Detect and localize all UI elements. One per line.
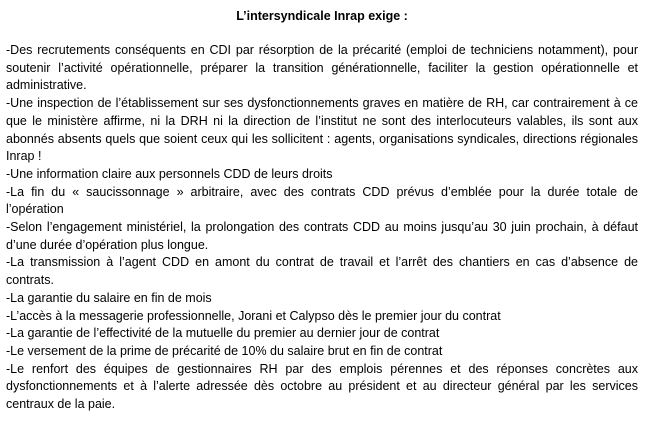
demands-list	[6, 42, 638, 414]
demand-item: -Une information claire aux personnels CDD de leurs droits	[6, 166, 333, 181]
demand-item: -Le versement de la prime de précarité de 10% du salaire brut en fin de contrat	[6, 343, 443, 358]
demand-item: -La garantie de l’effectivité de la mutuelle du premier au dernier jour de contrat	[6, 326, 440, 341]
document-page	[6, 8, 638, 414]
demand-item: -La transmission à l’agent CDD en amont du contrat de travail et l’arrêt des chantiers en cas d’absence de contrats.	[6, 255, 638, 288]
demand-item: -La fin du « saucissonnage » arbitraire, avec des contrats CDD prévus d’emblée pour la durée totale de l’opération	[6, 184, 638, 217]
document-title: L’intersyndicale Inrap exige :	[236, 9, 408, 23]
demand-item: -Des recrutements conséquents en CDI par résorption de la précarité (emploi de techniciens notamment), pour soutenir l’activité opérationnelle, préparer la transition générationnelle, faciliter la gestion opérationnelle et administrative.	[6, 43, 638, 93]
demand-item: -Une inspection de l’établissement sur ses dysfonctionnements graves en matière de RH, car contrairement à ce que le ministère affirme, ni la DRH ni la direction de l’institut ne sont des interlocuteurs valables, ils sont aux abonnés absents quels que soient ceux qui les sollicitent : agents, organisations syndicales, directions régionales Inrap !	[6, 96, 638, 164]
demand-item: -L’accès à la messagerie professionnelle, Jorani et Calypso dès le premier jour du contrat	[6, 308, 501, 323]
demand-item: -La garantie du salaire en fin de mois	[6, 290, 212, 305]
demand-item: -Le renfort des équipes de gestionnaires RH par des emplois pérennes et des réponses concrètes aux dysfonctionnements et à l’alerte adressée dès octobre au président et au directeur général par les services centraux de la paie.	[6, 361, 638, 412]
demand-item: -Selon l’engagement ministériel, la prolongation des contrats CDD au moins jusqu’au 30 juin prochain, à défaut d’une durée d’opération plus longue.	[6, 220, 638, 252]
